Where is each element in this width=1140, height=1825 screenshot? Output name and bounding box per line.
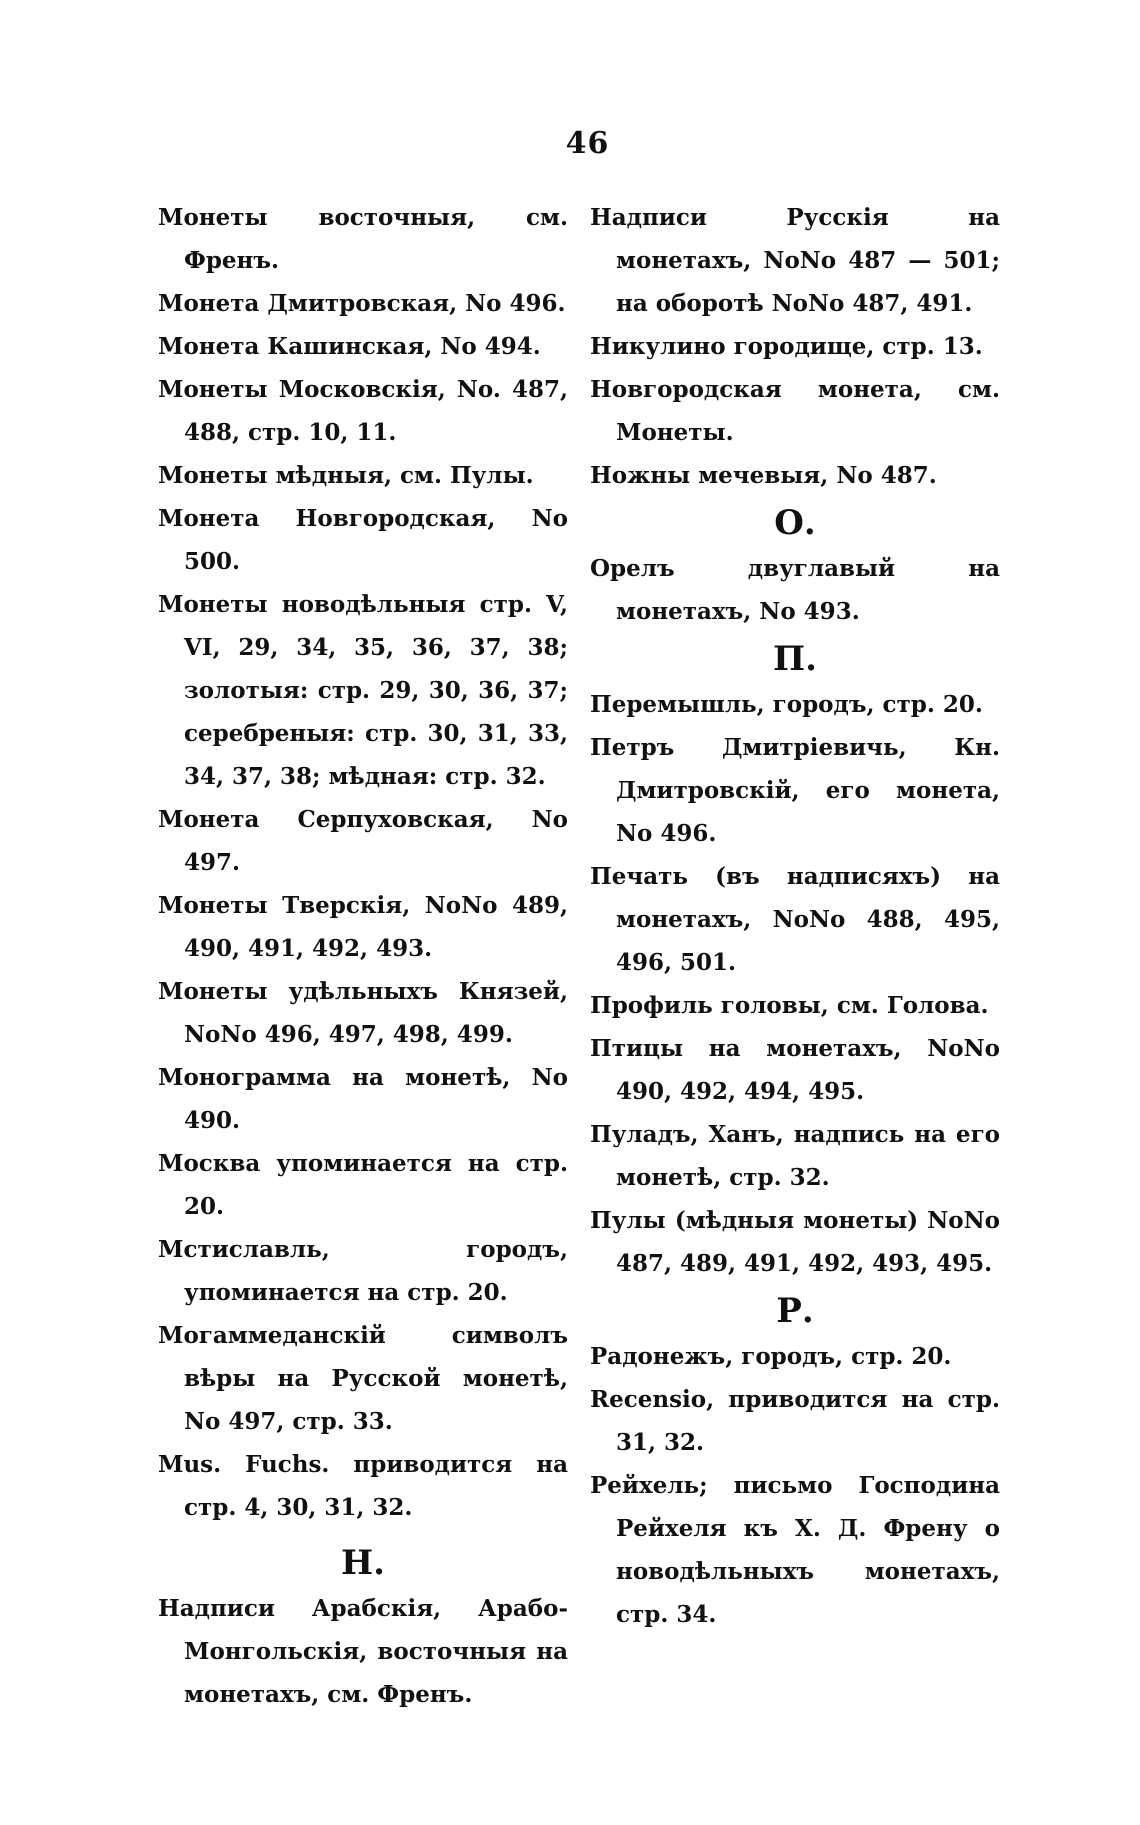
index-entry: Надписи Русскія на монетахъ, NoNo 487 — 501; на оборотѣ NoNo 487, 491.	[590, 204, 1000, 317]
index-entry: Пулы (мѣдныя монеты) NoNo 487, 489, 491, 492, 493, 495.	[590, 1207, 1000, 1277]
index-entry: Recensio, приводится на стр. 31, 32.	[590, 1386, 1000, 1456]
index-entry: Профиль головы, см. Голова.	[590, 992, 989, 1019]
index-entry: Монета Дмитровская, No 496.	[158, 290, 566, 317]
index-entry: Монеты удѣльныхъ Князей, NoNo 496, 497, 498, 499.	[158, 978, 568, 1048]
index-entry: Рейхель; письмо Господина Рейхеля къ Х. Д. Френу о новодѣльныхъ монетахъ, стр. 34.	[590, 1472, 1000, 1628]
index-entry: Монеты Тверскія, NoNo 489, 490, 491, 492, 493.	[158, 892, 568, 962]
index-entry: Монеты новодѣльныя стр. V, VI, 29, 34, 35, 36, 37, 38; золотыя: стр. 29, 30, 36, 37; серебреныя: стр. 30, 31, 33, 34, 37, 38; мѣдная: стр. 32.	[158, 591, 568, 790]
index-entry: Радонежъ, городъ, стр. 20.	[590, 1343, 952, 1370]
section-letter: Н.	[341, 1543, 385, 1583]
index-column-right	[590, 196, 1000, 1636]
index-entry: Москва упоминается на стр. 20.	[158, 1150, 568, 1220]
index-entry: Монеты Московскія, No. 487, 488, стр. 10, 11.	[158, 376, 568, 446]
section-letter: О.	[774, 503, 816, 543]
index-entry: Монета Кашинская, No 494.	[158, 333, 541, 360]
index-entry: Птицы на монетахъ, NoNo 490, 492, 494, 495.	[590, 1035, 1000, 1105]
index-entry: Надписи Арабскія, Арабо-Монгольскія, восточныя на монетахъ, см. Френъ.	[158, 1595, 568, 1708]
section-letter: Р.	[776, 1291, 814, 1331]
index-entry: Пуладъ, Ханъ, надпись на его монетѣ, стр. 32.	[590, 1121, 1000, 1191]
index-entry: Мстиславль, городъ, упоминается на стр. 20.	[158, 1236, 568, 1306]
index-entry: Монеты мѣдныя, см. Пулы.	[158, 462, 534, 489]
index-entry: Монеты восточныя, см. Френъ.	[158, 204, 568, 274]
index-entry: Монета Новгородская, No 500.	[158, 505, 568, 575]
section-letter: П.	[773, 639, 817, 679]
index-entry: Могаммеданскій символъ вѣры на Русской монетѣ, No 497, стр. 33.	[158, 1322, 568, 1435]
index-entry: Петръ Дмитріевичь, Кн. Дмитровскій, его монета, No 496.	[590, 734, 1000, 847]
index-column-left	[158, 196, 568, 1716]
index-entry: Новгородская монета, см. Монеты.	[590, 376, 1000, 446]
index-entry: Печать (въ надписяхъ) на монетахъ, NoNo 488, 495, 496, 501.	[590, 863, 1000, 976]
index-entry: Mus. Fuchs. приводится на стр. 4, 30, 31, 32.	[158, 1451, 568, 1521]
index-entry: Перемышль, городъ, стр. 20.	[590, 691, 983, 718]
page-number: 46	[565, 126, 610, 161]
index-entry: Монограмма на монетѣ, No 490.	[158, 1064, 568, 1134]
index-entry: Никулино городище, стр. 13.	[590, 333, 983, 360]
index-entry: Ножны мечевыя, No 487.	[590, 462, 937, 489]
index-entry: Монета Серпуховская, No 497.	[158, 806, 568, 876]
index-entry: Орелъ двуглавый на монетахъ, No 493.	[590, 555, 1000, 625]
